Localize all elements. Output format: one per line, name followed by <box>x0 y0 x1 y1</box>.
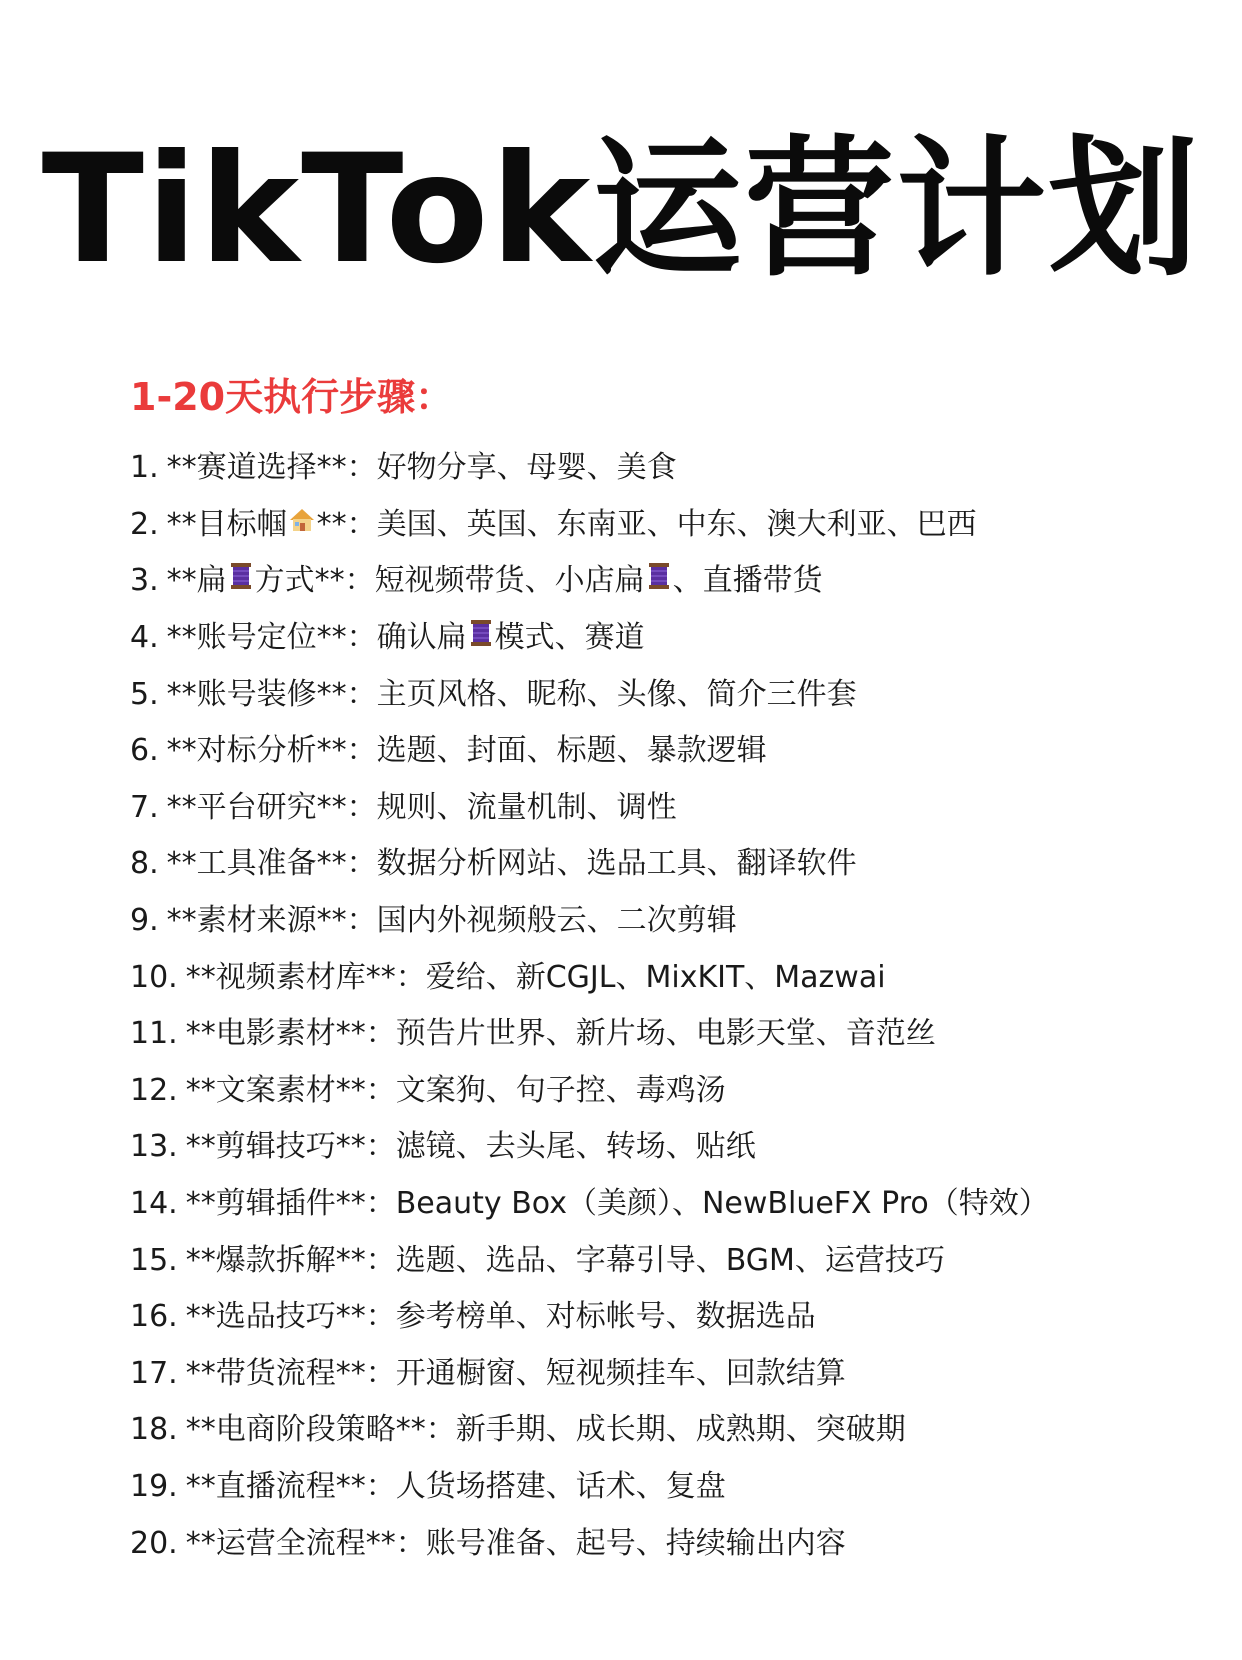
step-list <box>130 440 1220 1572</box>
step-item-8 <box>130 836 1220 893</box>
step-number: 18. <box>130 1412 178 1448</box>
step-text: **文案素材**：文案狗、句子控、毒鸡汤 <box>185 1072 726 1108</box>
page-title: TikTok运营计划 <box>41 123 1201 297</box>
step-item-4 <box>130 610 1220 667</box>
step-item-7 <box>130 780 1220 837</box>
step-item-9 <box>130 893 1220 950</box>
step-number: 17. <box>130 1355 178 1391</box>
step-text-post: 、直播带货 <box>672 563 823 599</box>
step-text: **剪辑技巧**：滤镜、去头尾、转场、贴纸 <box>185 1129 756 1165</box>
step-number: 12. <box>130 1072 178 1108</box>
step-number: 5. <box>130 676 159 712</box>
step-item-1 <box>130 440 1220 497</box>
step-number: 11. <box>130 1016 178 1052</box>
spool-icon <box>468 618 494 659</box>
step-item-14 <box>130 1176 1220 1233</box>
step-item-11 <box>130 1006 1220 1063</box>
step-item-19 <box>130 1459 1220 1516</box>
step-text-pre: **目标帼 <box>166 506 287 542</box>
step-number: 8. <box>130 846 159 882</box>
step-text: **爆款拆解**：选题、选品、字幕引导、BGM、运营技巧 <box>185 1242 945 1278</box>
step-item-17 <box>130 1346 1220 1403</box>
step-text-pre: **扁 <box>166 563 227 599</box>
step-text: **电影素材**：预告片世界、新片场、电影天堂、音范丝 <box>185 1016 936 1052</box>
step-text: **对标分析**：选题、封面、标题、暴款逻辑 <box>166 733 767 769</box>
step-item-20 <box>130 1515 1220 1572</box>
step-number: 1. <box>130 450 159 486</box>
step-number: 20. <box>130 1525 178 1561</box>
section-heading: 1-20天执行步骤： <box>130 375 454 419</box>
step-text-pre: **账号定位**：确认扁 <box>166 620 467 656</box>
step-number: 16. <box>130 1299 178 1335</box>
house-icon <box>288 505 316 545</box>
step-item-3 <box>130 553 1220 610</box>
step-number: 13. <box>130 1129 178 1165</box>
step-number: 7. <box>130 789 159 825</box>
step-text: **电商阶段策略**：新手期、成长期、成熟期、突破期 <box>185 1412 906 1448</box>
step-number: 10. <box>130 959 178 995</box>
step-text: **视频素材库**：爱给、新CGJL、MixKIT、Mazwai <box>185 959 886 995</box>
step-text: **运营全流程**：账号准备、起号、持续输出内容 <box>185 1525 846 1561</box>
step-text: **带货流程**：开通橱窗、短视频挂车、回款结算 <box>185 1355 846 1391</box>
step-item-2 <box>130 497 1220 554</box>
step-text: **工具准备**：数据分析网站、选品工具、翻译软件 <box>166 846 857 882</box>
step-text: **剪辑插件**：Beauty Box（美颜）、NewBlueFX Pro（特效） <box>185 1186 1049 1222</box>
step-item-18 <box>130 1402 1220 1459</box>
step-number: 9. <box>130 903 159 939</box>
step-number: 19. <box>130 1468 178 1504</box>
spool-icon <box>228 561 254 602</box>
step-text: **赛道选择**：好物分享、母婴、美食 <box>166 450 677 486</box>
step-item-10 <box>130 949 1220 1006</box>
step-item-6 <box>130 723 1220 780</box>
step-number: 15. <box>130 1242 178 1278</box>
step-item-13 <box>130 1119 1220 1176</box>
step-number: 4. <box>130 620 159 656</box>
step-text: **平台研究**：规则、流量机制、调性 <box>166 789 677 825</box>
step-text-post: 模式、赛道 <box>494 620 645 656</box>
step-text-mid: 方式**：短视频带货、小店扁 <box>254 563 645 599</box>
step-number: 14. <box>130 1186 178 1222</box>
step-number: 3. <box>130 563 159 599</box>
step-text: **选品技巧**：参考榜单、对标帐号、数据选品 <box>185 1299 816 1335</box>
step-text-post: **：美国、英国、东南亚、中东、澳大利亚、巴西 <box>316 506 977 542</box>
step-text: **账号装修**：主页风格、昵称、头像、简介三件套 <box>166 676 857 712</box>
step-item-12 <box>130 1063 1220 1120</box>
step-item-16 <box>130 1289 1220 1346</box>
step-text: **素材来源**：国内外视频般云、二次剪辑 <box>166 903 737 939</box>
step-text: **直播流程**：人货场搭建、话术、复盘 <box>185 1468 726 1504</box>
step-item-15 <box>130 1232 1220 1289</box>
step-number: 6. <box>130 733 159 769</box>
step-item-5 <box>130 666 1220 723</box>
spool-icon <box>646 561 672 602</box>
step-number: 2. <box>130 506 159 542</box>
